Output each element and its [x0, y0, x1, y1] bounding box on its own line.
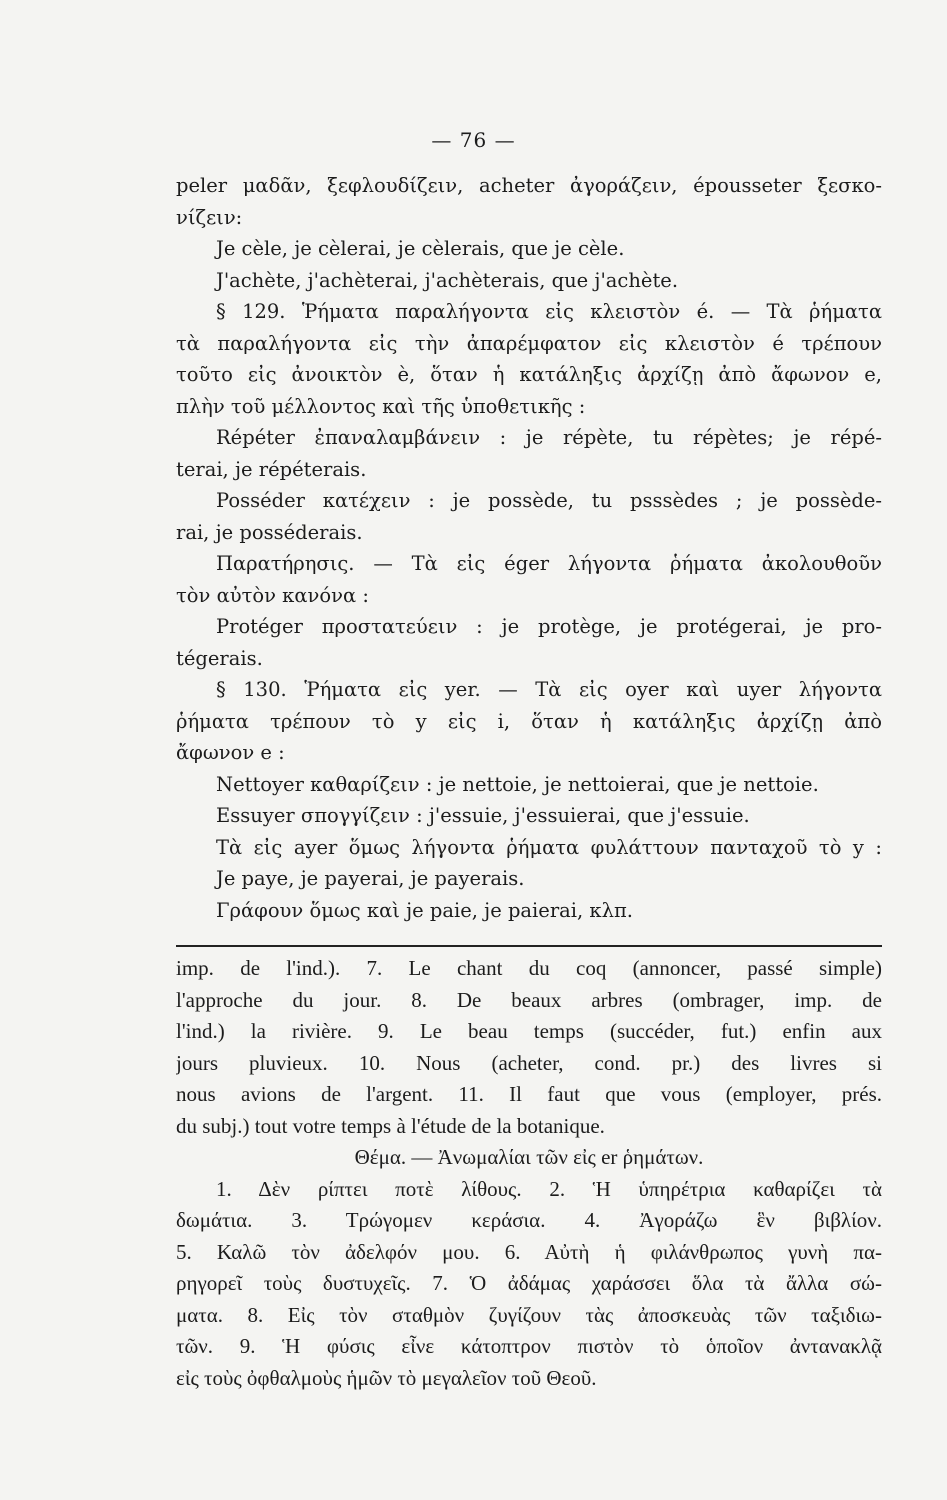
text-line: Essuyer σπογγίζειν : j'essuie, j'essuierai, que j'essuie.: [216, 804, 750, 827]
text-line: rai, je posséderais.: [176, 520, 363, 544]
text-line: τῶν. 9. Ἡ φύσις εἶνε κάτοπτρον πιστὸν τὸ ὁποῖον ἀντανακλᾷ: [176, 1334, 882, 1358]
text-line: 5. Καλῶ τὸν ἀδελφόν μου. 6. Αὐτὴ ἡ φιλάνθρωπος γυνὴ πα-: [176, 1239, 882, 1264]
text-line: τὰ παραλήγοντα εἰς τὴν ἀπαρέμφατον εἰς κλειστὸν é τρέπουν: [176, 331, 882, 355]
text-line: l'ind.) la rivière. 9. Le beau temps (succéder, fut.) enfin aux: [176, 1019, 882, 1043]
main-text: [176, 170, 882, 926]
text-line: ματα. 8. Εἰς τὸν σταθμὸν ζυγίζουν τὰς ἀποσκευὰς τῶν ταξιδιω-: [176, 1302, 882, 1327]
text-line: terai, je répéterais.: [176, 457, 367, 481]
text-line: ἄφωνον e :: [176, 741, 285, 764]
text-line: πλὴν τοῦ μέλλοντος καὶ τῆς ὑποθετικῆς :: [176, 394, 586, 418]
text-line: 1. Δὲν ρίπτει ποτὲ λίθους. 2. Ἡ ὑπηρέτρια καθαρίζει τὰ: [216, 1176, 882, 1201]
text-line: Παρατήρησις. — Τὰ εἰς éger λήγοντα ῥήματα ἀκολουθοῦν: [216, 552, 882, 575]
footnote-rule: [176, 945, 882, 947]
text-line: Je cèle, je cèlerai, je cèlerais, que je cèle.: [216, 237, 625, 260]
text-line: δωμάτια. 3. Τρώγομεν κεράσια. 4. Ἀγοράζω ἓν βιβλίον.: [176, 1208, 882, 1232]
text-line: tégerais.: [176, 646, 263, 670]
text-line: τοῦτο εἰς ἀνοικτὸν è, ὅταν ἡ κατάληξις ἀρχίζῃ ἀπὸ ἄφωνον e,: [176, 363, 882, 386]
text-line: du subj.) tout votre temps à l'étude de la botanique.: [176, 1113, 605, 1138]
text-line: νίζειν:: [176, 205, 243, 229]
text-line: § 130. Ῥήματα εἰς yer. — Τὰ εἰς oyer καὶ uyer λήγοντα: [216, 678, 882, 701]
text-line: εἰς τοὺς ὀφθαλμοὺς ἡμῶν τὸ μεγαλεῖον τοῦ Θεοῦ.: [176, 1365, 597, 1390]
text-line: Posséder κατέχειν : je possède, tu psssèdes ; je possède-: [216, 489, 882, 512]
text-line: jours pluvieux. 10. Nous (acheter, cond. pr.) des livres si: [176, 1050, 882, 1075]
exercise-text: [176, 953, 882, 1394]
text-line: Protéger προστατεύειν : je protège, je protégerai, je pro-: [216, 615, 882, 638]
text-line: J'achète, j'achèterai, j'achèterais, que j'achète.: [216, 268, 679, 292]
text-line: Nettoyer καθαρίζειν : je nettoie, je nettoierai, que je nettoie.: [216, 772, 819, 796]
text-line: imp. de l'ind.). 7. Le chant du coq (annoncer, passé simple): [176, 956, 882, 980]
text-line: peler μαδᾶν, ξεφλουδίζειν, acheter ἀγοράζειν, épousseter ξεσκο-: [176, 174, 882, 197]
text-line: l'approche du jour. 8. De beaux arbres (ombrager, imp. de: [176, 987, 882, 1012]
text-line: Τὰ εἰς ayer ὅμως λήγοντα ῥήματα φυλάττουν πανταχοῦ τὸ y :: [216, 835, 882, 859]
text-line: ῥήματα τρέπουν τὸ y εἰς i, ὅταν ἡ κατάληξις ἀρχίζῃ ἀπὸ: [176, 709, 882, 733]
page-number: — 76 —: [431, 128, 516, 152]
text-line: Répéter ἐπαναλαμβάνειν : je répète, tu répètes; je répé-: [216, 426, 882, 449]
text-line: ρηγορεῖ τοὺς δυστυχεῖς. 7. Ὁ ἀδάμας χαράσσει ὅλα τὰ ἄλλα σώ-: [176, 1271, 882, 1295]
text-line: Je paye, je payerai, je payerais.: [216, 867, 525, 890]
text-line: Θέμα. — Ἀνωμαλίαι τῶν εἰς er ῥημάτων.: [354, 1145, 704, 1169]
text-line: τὸν αὐτὸν κανόνα :: [176, 583, 369, 607]
text-line: Γράφουν ὅμως καὶ je paie, je paierai, κλπ.: [216, 898, 633, 922]
text-line: § 129. Ῥήματα παραλήγοντα εἰς κλειστὸν é. — Τὰ ῥήματα: [216, 300, 882, 323]
text-line: nous avions de l'argent. 11. Il faut que vous (employer, prés.: [176, 1082, 882, 1106]
